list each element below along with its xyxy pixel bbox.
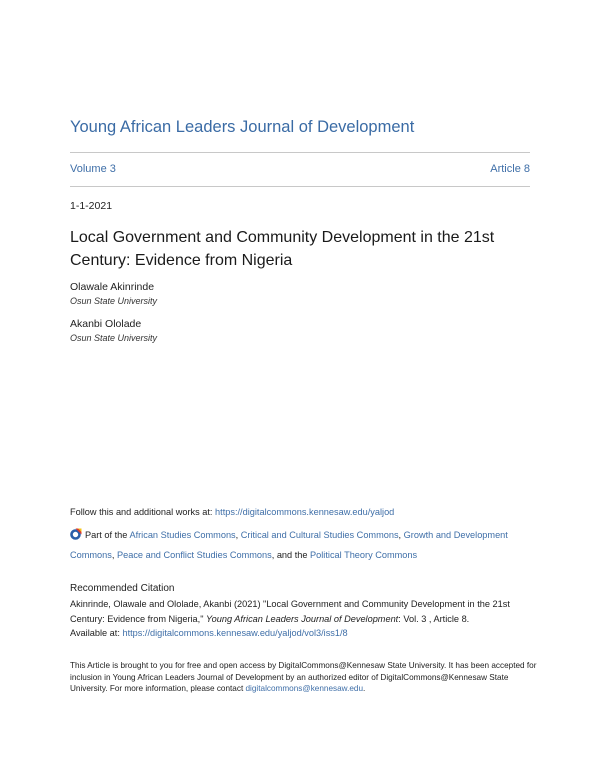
access-notice [70,660,540,695]
part-of-commons [70,525,540,565]
publication-date: 1-1-2021 [70,200,113,212]
header-divider-bottom [70,186,530,187]
bepress-network-icon [70,528,82,540]
citation-journal: Young African Leaders Journal of Development [206,613,399,624]
citation-text [70,597,540,641]
author-name: Akanbi Ololade [70,318,142,330]
separator: , [111,550,117,560]
separator: , and the [271,550,311,560]
commons-link-african-studies[interactable]: African Studies Commons [129,530,236,540]
follow-prefix: Follow this and additional works at: [70,507,216,517]
author-affiliation: Osun State University [70,296,158,306]
notice-text: This Article is brought to you for free and open access by DigitalCommons@Kennesaw State University. It has been accepted for inclusion in Young African Leaders Journal of Development by an authorized editor of DigitalCommons@Kennesaw State University. For more information, please contact [70,661,537,693]
author-name: Olawale Akinrinde [70,281,155,293]
commons-link-critical-cultural-studies[interactable]: Critical and Cultural Studies Commons [240,530,399,540]
contact-email-link[interactable]: digitalcommons@kennesaw.edu [245,684,364,693]
citation-url-link[interactable]: https://digitalcommons.kennesaw.edu/yaljod/vol3/iss1/8 [122,628,348,638]
citation-heading: Recommended Citation [70,583,175,594]
article-title: Local Government and Community Development in the 21st Century: Evidence from Nigeria [70,229,495,269]
volume-link[interactable]: Volume 3 [70,163,116,175]
separator: , [235,530,241,540]
commons-link-peace-conflict-studies[interactable]: Peace and Conflict Studies Commons [116,550,272,560]
commons-link-growth-development[interactable]: Growth and Development Commons [70,530,508,560]
journal-title[interactable]: Young African Leaders Journal of Development [70,118,415,136]
citation-available-prefix: Available at: [70,628,123,638]
commons-link-political-theory[interactable]: Political Theory Commons [310,550,418,560]
article-link[interactable]: Article 8 [490,163,530,175]
follow-url-link[interactable]: https://digitalcommons.kennesaw.edu/yaljod [215,507,395,517]
separator: , [398,530,404,540]
header-divider-top [70,152,530,153]
citation-volume: : Vol. 3 , Article 8. [398,613,470,624]
follow-line [70,507,394,517]
notice-end: . [363,684,366,693]
citation-authors-title: Akinrinde, Olawale and Ololade, Akanbi (2021) "Local Government and Community Development in the 21st Century: Evidence from Nigeria," [70,599,510,624]
part-of-prefix: Part of the [85,530,130,540]
author-affiliation: Osun State University [70,333,158,343]
